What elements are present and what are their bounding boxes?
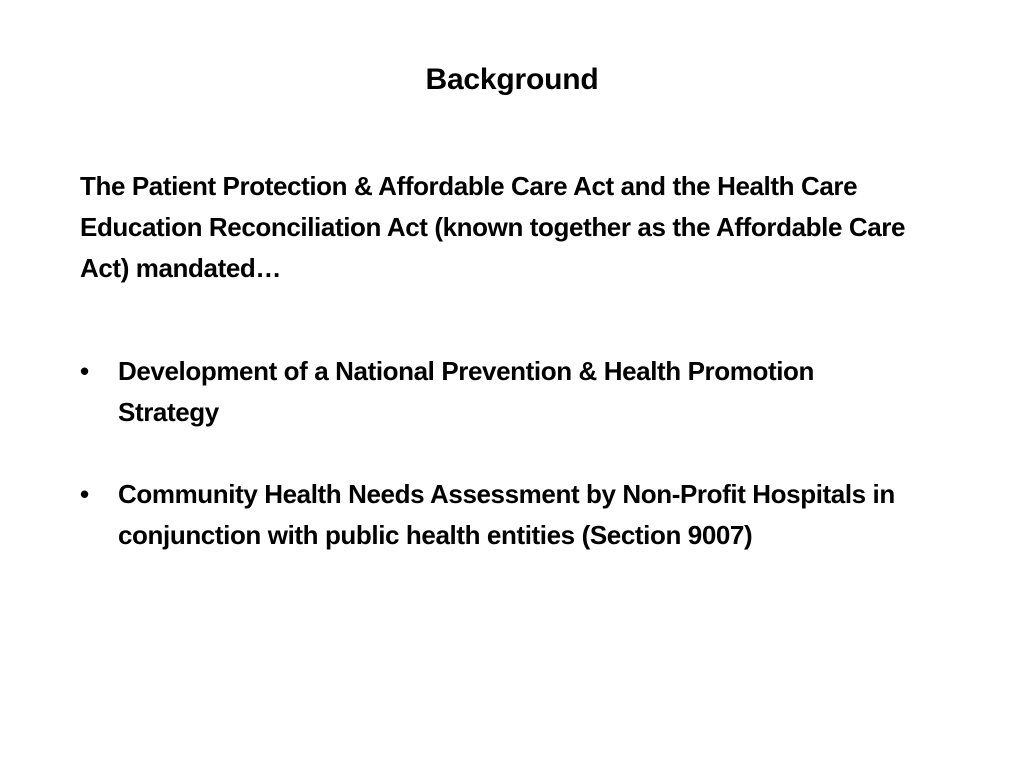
- bullet-dot-icon: •: [80, 479, 89, 509]
- bullet-item: [80, 474, 900, 556]
- bullet-text: Development of a National Prevention & Health Promotion Strategy: [118, 356, 814, 427]
- intro-paragraph: The Patient Protection & Affordable Care Act and the Health Care Education Reconciliation Act (known together as the Affordable Care Act) mandated…: [80, 171, 906, 283]
- bullet-text: Community Health Needs Assessment by Non-Profit Hospitals in conjunction with public health entities (Section 9007): [118, 479, 895, 550]
- bullet-item: [80, 351, 900, 433]
- bullet-dot-icon: •: [80, 356, 89, 386]
- bullet-list: [80, 351, 900, 597]
- slide-title: Background: [425, 63, 599, 96]
